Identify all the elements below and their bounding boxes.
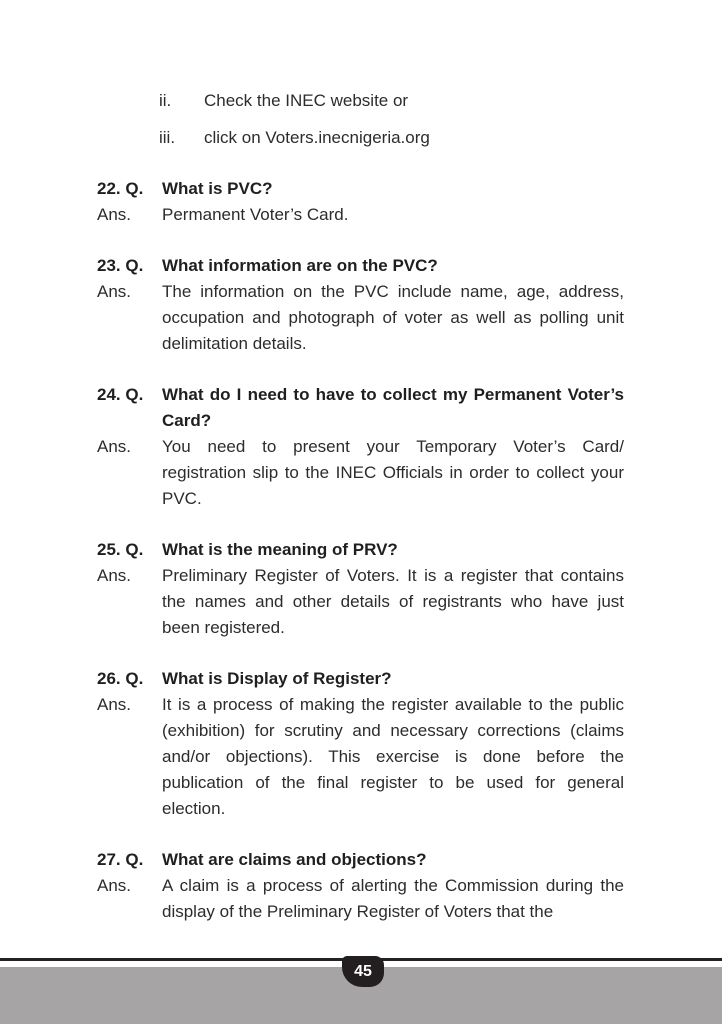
intro-list	[159, 88, 624, 151]
page-content	[97, 88, 624, 925]
answer-text: It is a process of making the register available to the public (exhibition) for scrutiny and necessary corrections (claims and/or objections). This exercise is done before the publication of the final register to be used for general election.	[162, 695, 624, 818]
question-row	[97, 176, 624, 202]
answer-label: Ans.	[97, 695, 132, 714]
answer-label: Ans.	[97, 205, 132, 224]
question-number: 25. Q.	[97, 540, 144, 559]
page-number: 45	[354, 962, 372, 980]
list-item	[159, 88, 624, 114]
page-number-badge	[342, 956, 384, 987]
question-number: 26. Q.	[97, 669, 144, 688]
answer-label: Ans.	[97, 282, 132, 301]
answer-text: Preliminary Register of Voters. It is a register that contains the names and other details of registrants who have just been registered.	[162, 566, 624, 637]
question-text: What is PVC?	[162, 179, 273, 198]
qa-block-27	[97, 847, 624, 925]
answer-label: Ans.	[97, 437, 132, 456]
question-text: What information are on the PVC?	[162, 256, 438, 275]
question-number: 23. Q.	[97, 256, 144, 275]
qa-block-23	[97, 253, 624, 357]
answer-text: Permanent Voter’s Card.	[162, 205, 349, 224]
answer-label: Ans.	[97, 566, 132, 585]
question-row	[97, 382, 624, 434]
question-text: What is the meaning of PRV?	[162, 540, 398, 559]
question-row	[97, 847, 624, 873]
question-text: What are claims and objections?	[162, 850, 427, 869]
question-row	[97, 666, 624, 692]
question-row	[97, 253, 624, 279]
question-number: 24. Q.	[97, 385, 144, 404]
answer-row	[97, 279, 624, 357]
answer-row	[97, 873, 624, 925]
answer-text: You need to present your Temporary Voter’s Card/ registration slip to the INEC Officials in order to collect your PVC.	[162, 437, 624, 508]
list-marker: ii.	[159, 91, 172, 110]
answer-row	[97, 563, 624, 641]
qa-block-26	[97, 666, 624, 822]
qa-block-24	[97, 382, 624, 512]
answer-text: A claim is a process of alerting the Commission during the display of the Preliminary Register of Voters that the	[162, 876, 624, 921]
question-number: 22. Q.	[97, 179, 144, 198]
list-text: Check the INEC website or	[204, 91, 409, 110]
qa-block-25	[97, 537, 624, 641]
question-text: What is Display of Register?	[162, 669, 392, 688]
question-text: What do I need to have to collect my Permanent Voter’s Card?	[162, 385, 624, 430]
answer-text: The information on the PVC include name, age, address, occupation and photograph of voter as well as polling unit delimitation details.	[162, 282, 624, 353]
list-text: click on Voters.inecnigeria.org	[204, 128, 430, 147]
qa-block-22	[97, 176, 624, 228]
list-marker: iii.	[159, 128, 176, 147]
question-number: 27. Q.	[97, 850, 144, 869]
answer-row	[97, 202, 624, 228]
answer-label: Ans.	[97, 876, 132, 895]
answer-row	[97, 434, 624, 512]
list-item	[159, 125, 624, 151]
answer-row	[97, 692, 624, 822]
question-row	[97, 537, 624, 563]
